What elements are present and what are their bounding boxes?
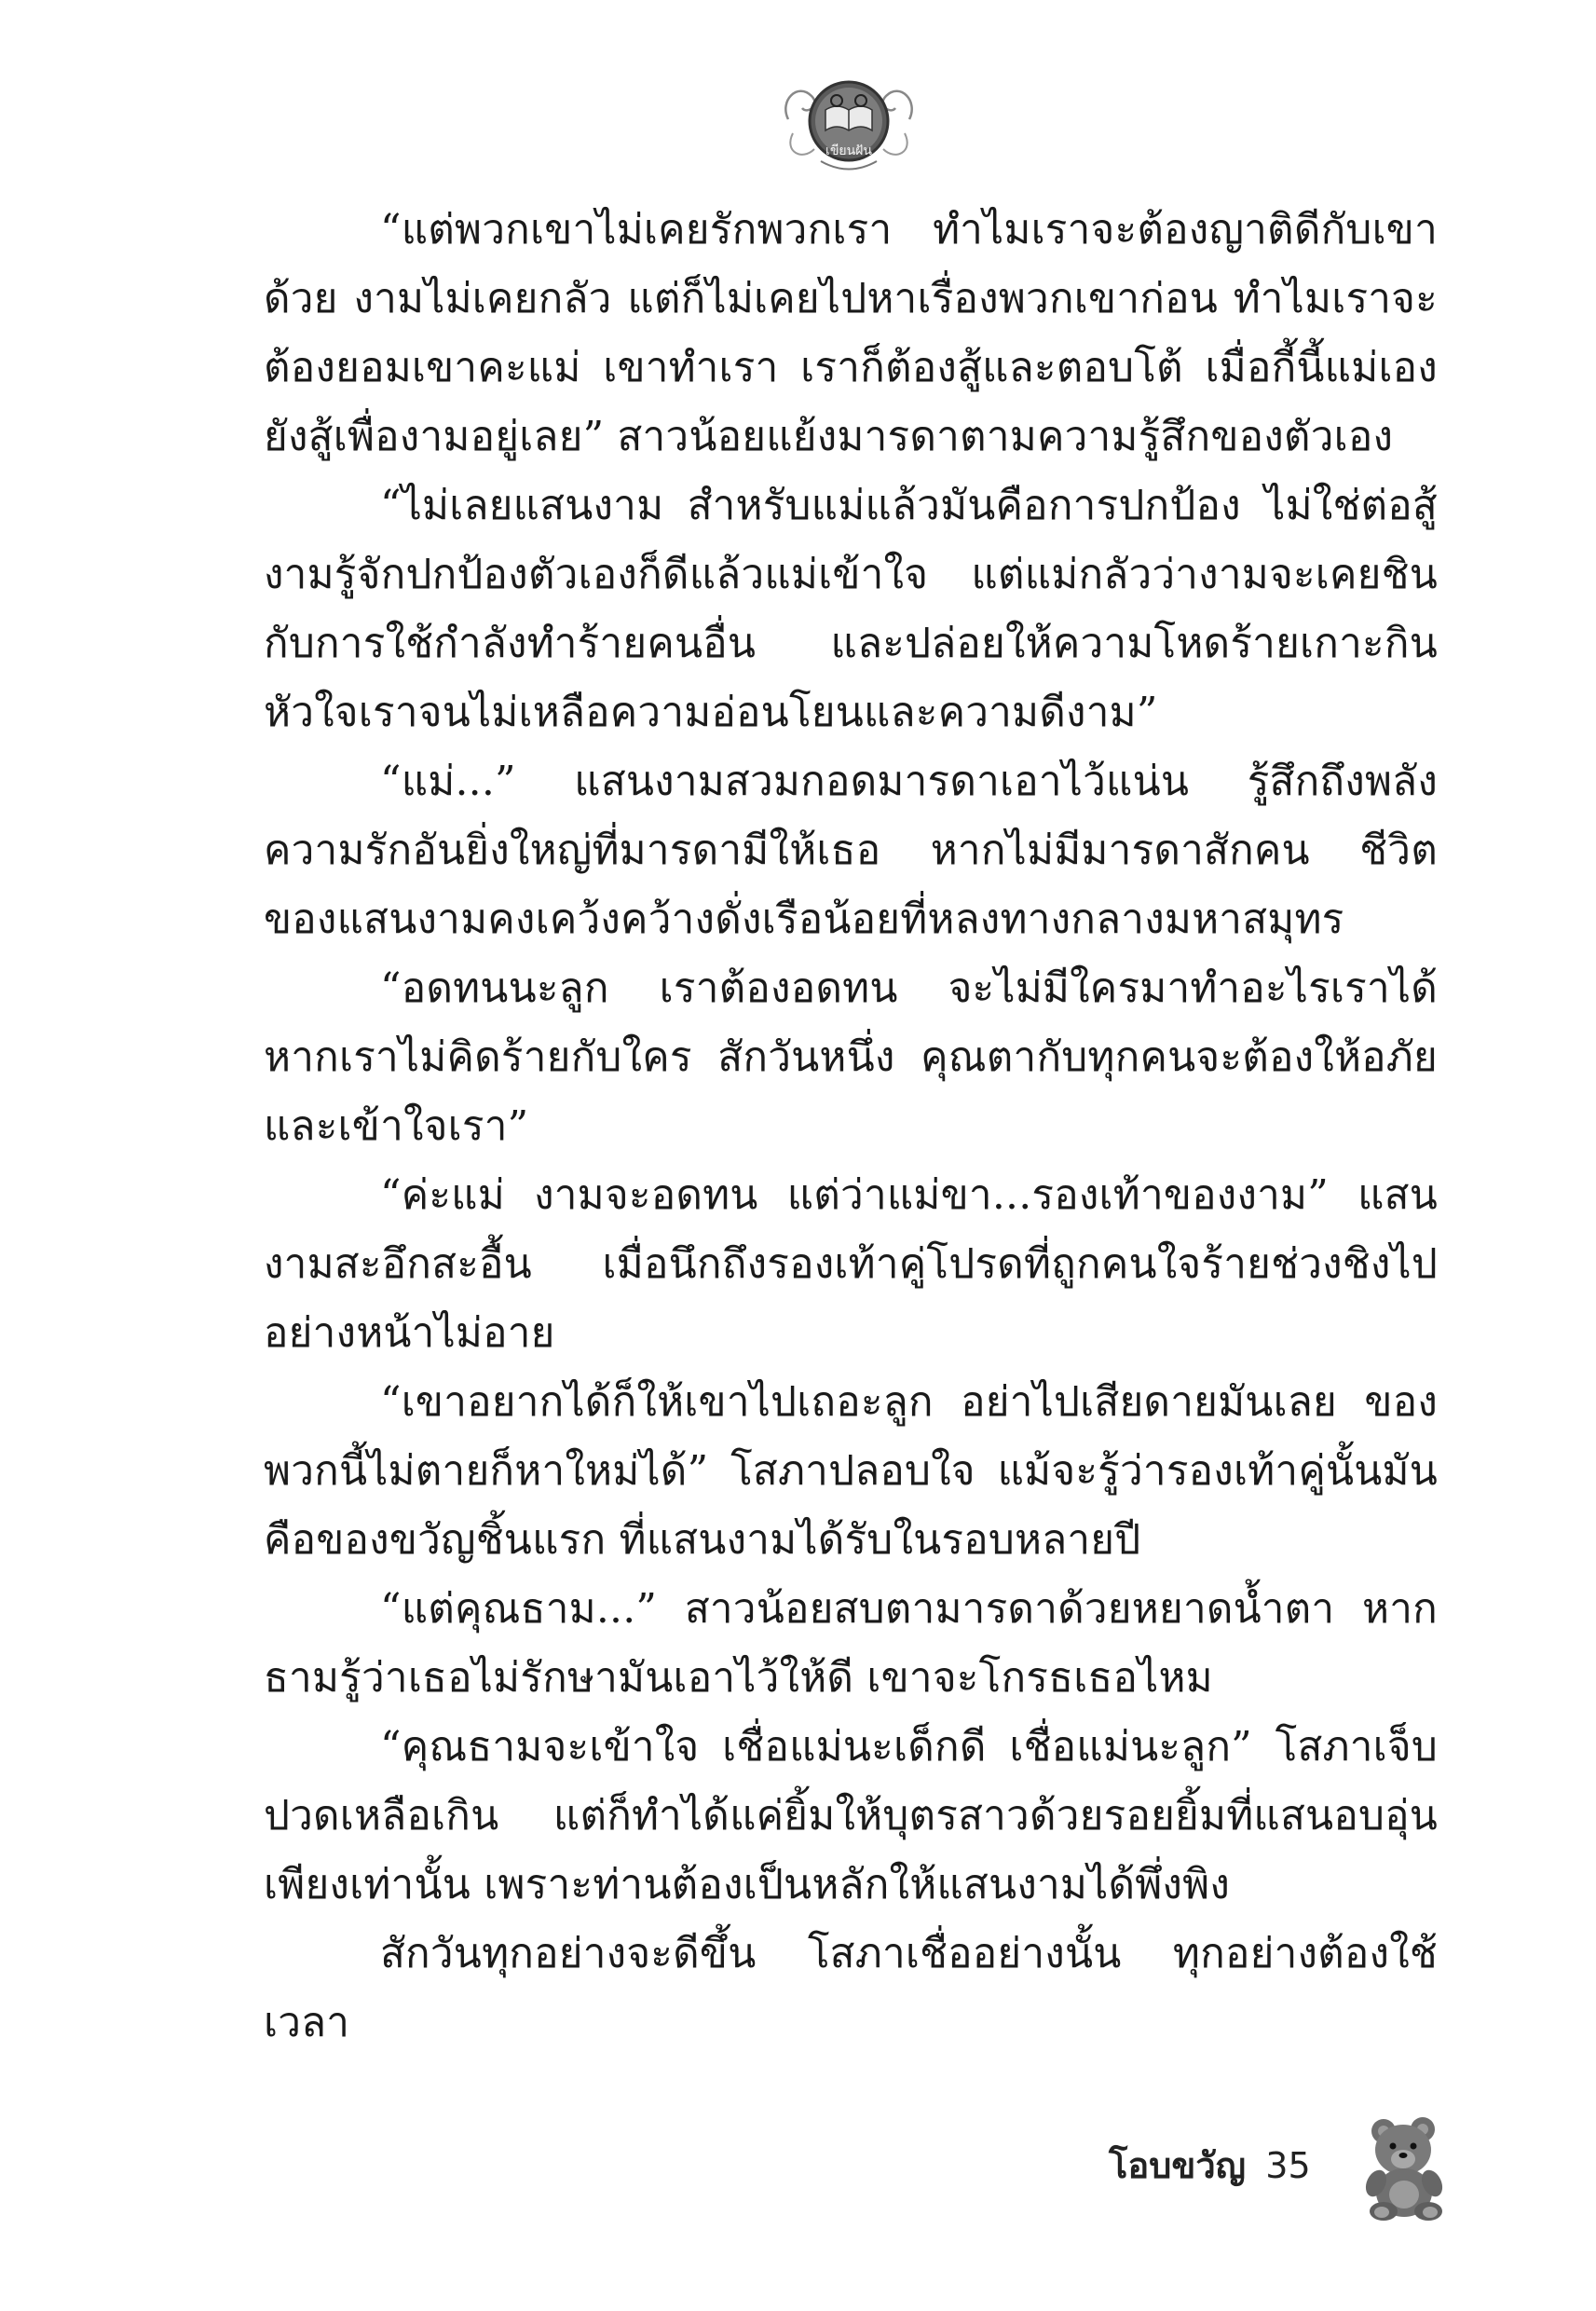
paragraph: “เขาอยากได้ก็ให้เขาไปเถอะลูก อย่าไปเสียดายมันเลย ของพวกนี้ไม่ตายก็หาใหม่ได้” โสภาปลอบใจ แม้จะรู้ว่ารองเท้าคู่นั้นมันคือของขวัญชิ้นแรก ที่แสนงามได้รับในรอบหลายปี bbox=[264, 1378, 1438, 1564]
paragraph: สักวันทุกอย่างจะดีขึ้น โสภาเชื่ออย่างนั้น ทุกอย่างต้องใช้เวลา bbox=[264, 1930, 1438, 2046]
paragraph: “ค่ะแม่ งามจะอดทน แต่ว่าแม่ขา...รองเท้าของงาม” แสนงามสะอึกสะอื้น เมื่อนึกถึงรองเท้าคู่โปรดที่ถูกคนใจร้ายช่วงชิงไปอย่างหน้าไม่อาย bbox=[264, 1171, 1438, 1357]
page-number: 35 bbox=[1265, 2145, 1311, 2186]
paragraph: “แต่คุณธาม...” สาวน้อยสบตามารดาด้วยหยาดน้ำตา หากธามรู้ว่าเธอไม่รักษามันเอาไว้ให้ดี เขาจะโกรธเธอไหม bbox=[264, 1585, 1438, 1702]
paragraph: “คุณธามจะเข้าใจ เชื่อแม่นะเด็กดี เชื่อแม่นะลูก” โสภาเจ็บปวดเหลือเกิน แต่ก็ทำได้แค่ยิ้มให้บุตรสาวด้วยรอยยิ้มที่แสนอบอุ่นเพียงเท่านั้น เพราะท่านต้องเป็นหลักให้แสนงามได้พึ่งพิง bbox=[264, 1723, 1438, 1908]
teddy-bear-icon bbox=[1356, 2111, 1458, 2222]
paragraph: “อดทนนะลูก เราต้องอดทน จะไม่มีใครมาทำอะไรเราได้ หากเราไม่คิดร้ายกับใคร สักวันหนึ่ง คุณตากับทุกคนจะต้องให้อภัยและเข้าใจเรา” bbox=[264, 964, 1438, 1150]
paragraph: “แม่...” แสนงามสวมกอดมารดาเอาไว้แน่น รู้สึกถึงพลังความรักอันยิ่งใหญ่ที่มารดามีให้เธอ หากไม่มีมารดาสักคน ชีวิตของแสนงามคงเคว้งคว้างดั่งเรือน้อยที่หลงทางกลางมหาสมุทร bbox=[264, 758, 1438, 943]
book-title: โอบขวัญ bbox=[1109, 2145, 1247, 2186]
ornament-text: เขียนฝัน bbox=[825, 144, 872, 158]
book-ornament-icon bbox=[779, 63, 919, 185]
footer-label bbox=[1109, 2137, 1311, 2194]
header-ornament bbox=[779, 63, 919, 185]
body-text bbox=[264, 196, 1438, 2058]
paragraph: “ไม่เลยแสนงาม สำหรับแม่แล้วมันคือการปกป้อง ไม่ใช่ต่อสู้ งามรู้จักปกป้องตัวเองก็ดีแล้วแม่เข้าใจ แต่แม่กลัวว่างามจะเคยชินกับการใช้กำลังทำร้ายคนอื่น และปล่อยให้ความโหดร้ายเกาะกินหัวใจเราจนไม่เหลือความอ่อนโยนและความดีงาม” bbox=[264, 482, 1438, 736]
page-footer bbox=[1090, 2111, 1463, 2222]
paragraph: “แต่พวกเขาไม่เคยรักพวกเรา ทำไมเราจะต้องญาติดีกับเขาด้วย งามไม่เคยกลัว แต่ก็ไม่เคยไปหาเรื่องพวกเขาก่อน ทำไมเราจะต้องยอมเขาคะแม่ เขาทำเรา เราก็ต้องสู้และตอบโต้ เมื่อกี้นี้แม่เองยังสู้เพื่องามอยู่เลย” สาวน้อยแย้งมารดาตามความรู้สึกของตัวเอง bbox=[264, 206, 1438, 460]
